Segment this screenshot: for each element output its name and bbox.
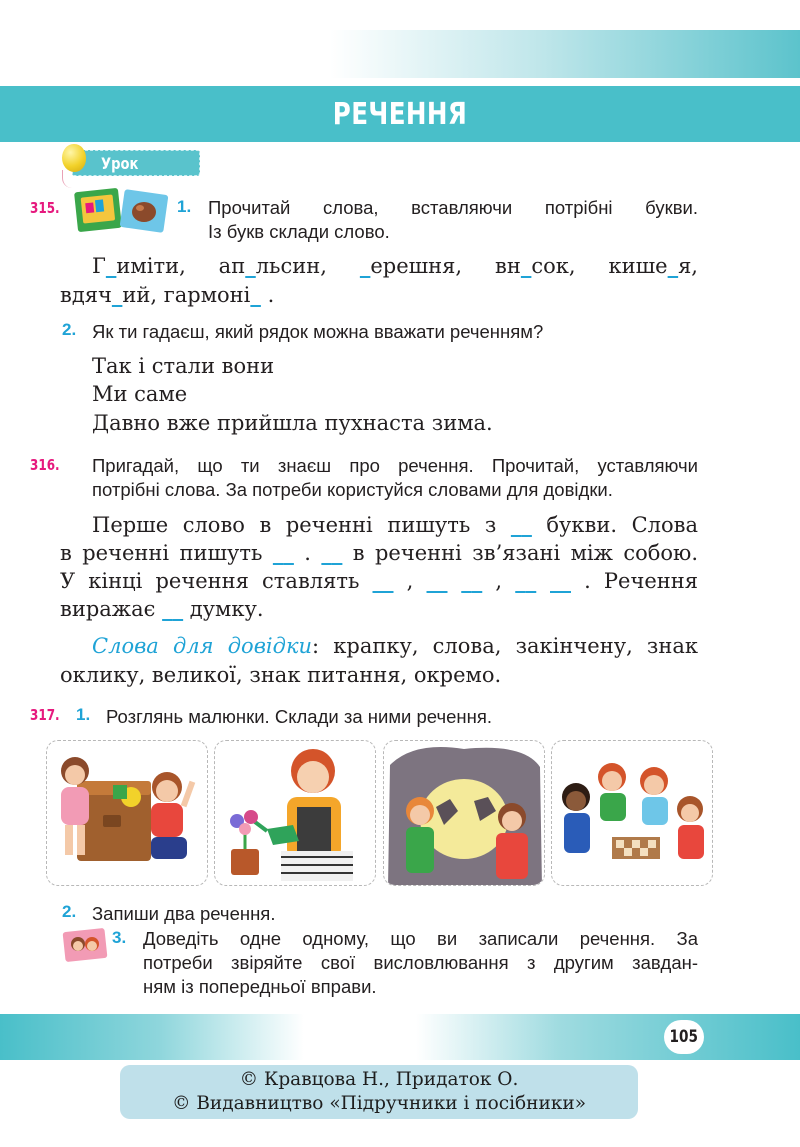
text-segment: . xyxy=(293,541,322,565)
words-line-1 xyxy=(92,252,698,280)
exercise-number-316: 316. xyxy=(30,456,60,474)
text-segment: . xyxy=(260,283,275,307)
text-segment: Перше слово в реченні пишуть з xyxy=(92,513,511,537)
text-segment: У кінці речення ставлять xyxy=(60,569,373,593)
picture-girl-watering-flowers xyxy=(214,740,376,886)
sentence-option: Так і стали вони xyxy=(92,354,275,378)
text-segment: букви. Слова xyxy=(531,513,698,537)
fill-text-line xyxy=(60,539,698,567)
lesson-label: Урок xyxy=(101,154,139,173)
reference-words-line: оклику, великої, знак питання, окремо. xyxy=(60,663,502,687)
page-title: РЕЧЕННЯ xyxy=(332,96,468,132)
reference-words-title: Слова для довідки xyxy=(92,634,313,658)
reference-words-list: : крапку, слова, закінчену, знак xyxy=(312,634,698,658)
reference-words-line xyxy=(92,632,698,660)
task-instruction: Запиши два речення. xyxy=(92,903,276,924)
task-number: 2. xyxy=(62,902,77,921)
fill-text-line xyxy=(60,595,264,623)
text-segment: сок, кише xyxy=(531,254,668,278)
fill-text-line xyxy=(92,511,698,539)
blank-slot: _ xyxy=(667,253,679,278)
text-segment: в реченні зв’язані між собою. xyxy=(342,541,699,565)
text-segment: ерешня, вн xyxy=(370,254,521,278)
task-instruction-line: Із букв склади слово. xyxy=(208,221,390,242)
blank-slot: _ xyxy=(520,253,532,278)
page-number-badge xyxy=(664,1020,704,1054)
pair-work-icon xyxy=(62,926,108,962)
text-segment: , xyxy=(482,569,516,593)
text-segment: вдяч xyxy=(60,283,112,307)
text-segment: иміти, ап xyxy=(116,254,246,278)
sentence-option: Ми саме xyxy=(92,382,188,406)
exercise-number-315: 315. xyxy=(30,199,60,217)
copyright-line: © Кравцова Н., Придаток О. xyxy=(239,1069,519,1090)
blank-slot: __ xyxy=(510,512,532,537)
task-number: 2. xyxy=(62,320,77,339)
fill-text-line xyxy=(60,567,698,595)
blank-slot: __ xyxy=(272,540,294,565)
task-number: 1. xyxy=(76,705,91,724)
text-segment: , xyxy=(393,569,427,593)
blank-slot: _ xyxy=(359,253,371,278)
text-segment: ий, гармоні xyxy=(122,283,251,307)
lesson-bar xyxy=(72,150,200,176)
blank-slot: __ __ xyxy=(426,568,483,593)
blank-slot: _ xyxy=(245,253,256,278)
blank-slot: __ xyxy=(162,596,184,621)
text-segment: думку. xyxy=(183,597,264,621)
task-instruction: Розглянь малюнки. Склади за ними речення. xyxy=(106,706,492,727)
copyright-line: © Видавництво «Підручники і посібники» xyxy=(171,1093,587,1114)
text-segment: виражає xyxy=(60,597,163,621)
task-instruction-line: Доведіть одне одному, що ви записали речення. За xyxy=(143,928,698,949)
words-line-2 xyxy=(60,281,274,309)
blank-slot: _ xyxy=(111,282,123,307)
task-number: 1. xyxy=(177,197,192,216)
blank-slot: __ xyxy=(321,540,343,565)
blank-slot: _ xyxy=(105,253,117,278)
exercise-number-317: 317. xyxy=(30,706,60,724)
balloon-icon xyxy=(62,144,86,172)
sentence-option: Давно вже прийшла пухнаста зима. xyxy=(92,411,493,435)
picture-kids-toy-box xyxy=(46,740,208,886)
exercise-instruction-line: Пригадай, що ти знаєш про речення. Прочитай, уставляючи xyxy=(92,455,698,476)
copyright-box xyxy=(120,1065,638,1119)
text-segment: я, xyxy=(678,254,698,278)
task-instruction-line: ням із попередньої вправи. xyxy=(143,976,377,997)
blank-slot: _ xyxy=(250,282,261,307)
top-decor-gradient xyxy=(330,30,800,78)
exercise-instruction-line: потрібні слова. За потреби користуйся словами для довідки. xyxy=(92,479,613,500)
task-instruction-line: Прочитай слова, вставляючи потрібні букви. xyxy=(208,197,698,218)
text-segment: в реченні пишуть xyxy=(60,541,273,565)
picture-kids-playing-chess xyxy=(551,740,713,886)
picture-shadow-puppets xyxy=(383,740,545,886)
task-number: 3. xyxy=(112,928,127,947)
title-band xyxy=(0,86,800,142)
blank-slot: __ __ xyxy=(515,568,571,593)
text-segment: льсин, xyxy=(255,254,360,278)
blank-slot: __ xyxy=(372,568,394,593)
task-instruction: Як ти гадаєш, який рядок можна вважати реченням? xyxy=(92,321,544,342)
page-number: 105 xyxy=(669,1027,699,1047)
text-segment: Г xyxy=(92,254,106,278)
book-reading-icon xyxy=(72,186,172,234)
text-segment: . Речення xyxy=(570,569,698,593)
task-instruction-line: потреби звіряйте свої висловлювання з другим завдан- xyxy=(143,952,698,973)
